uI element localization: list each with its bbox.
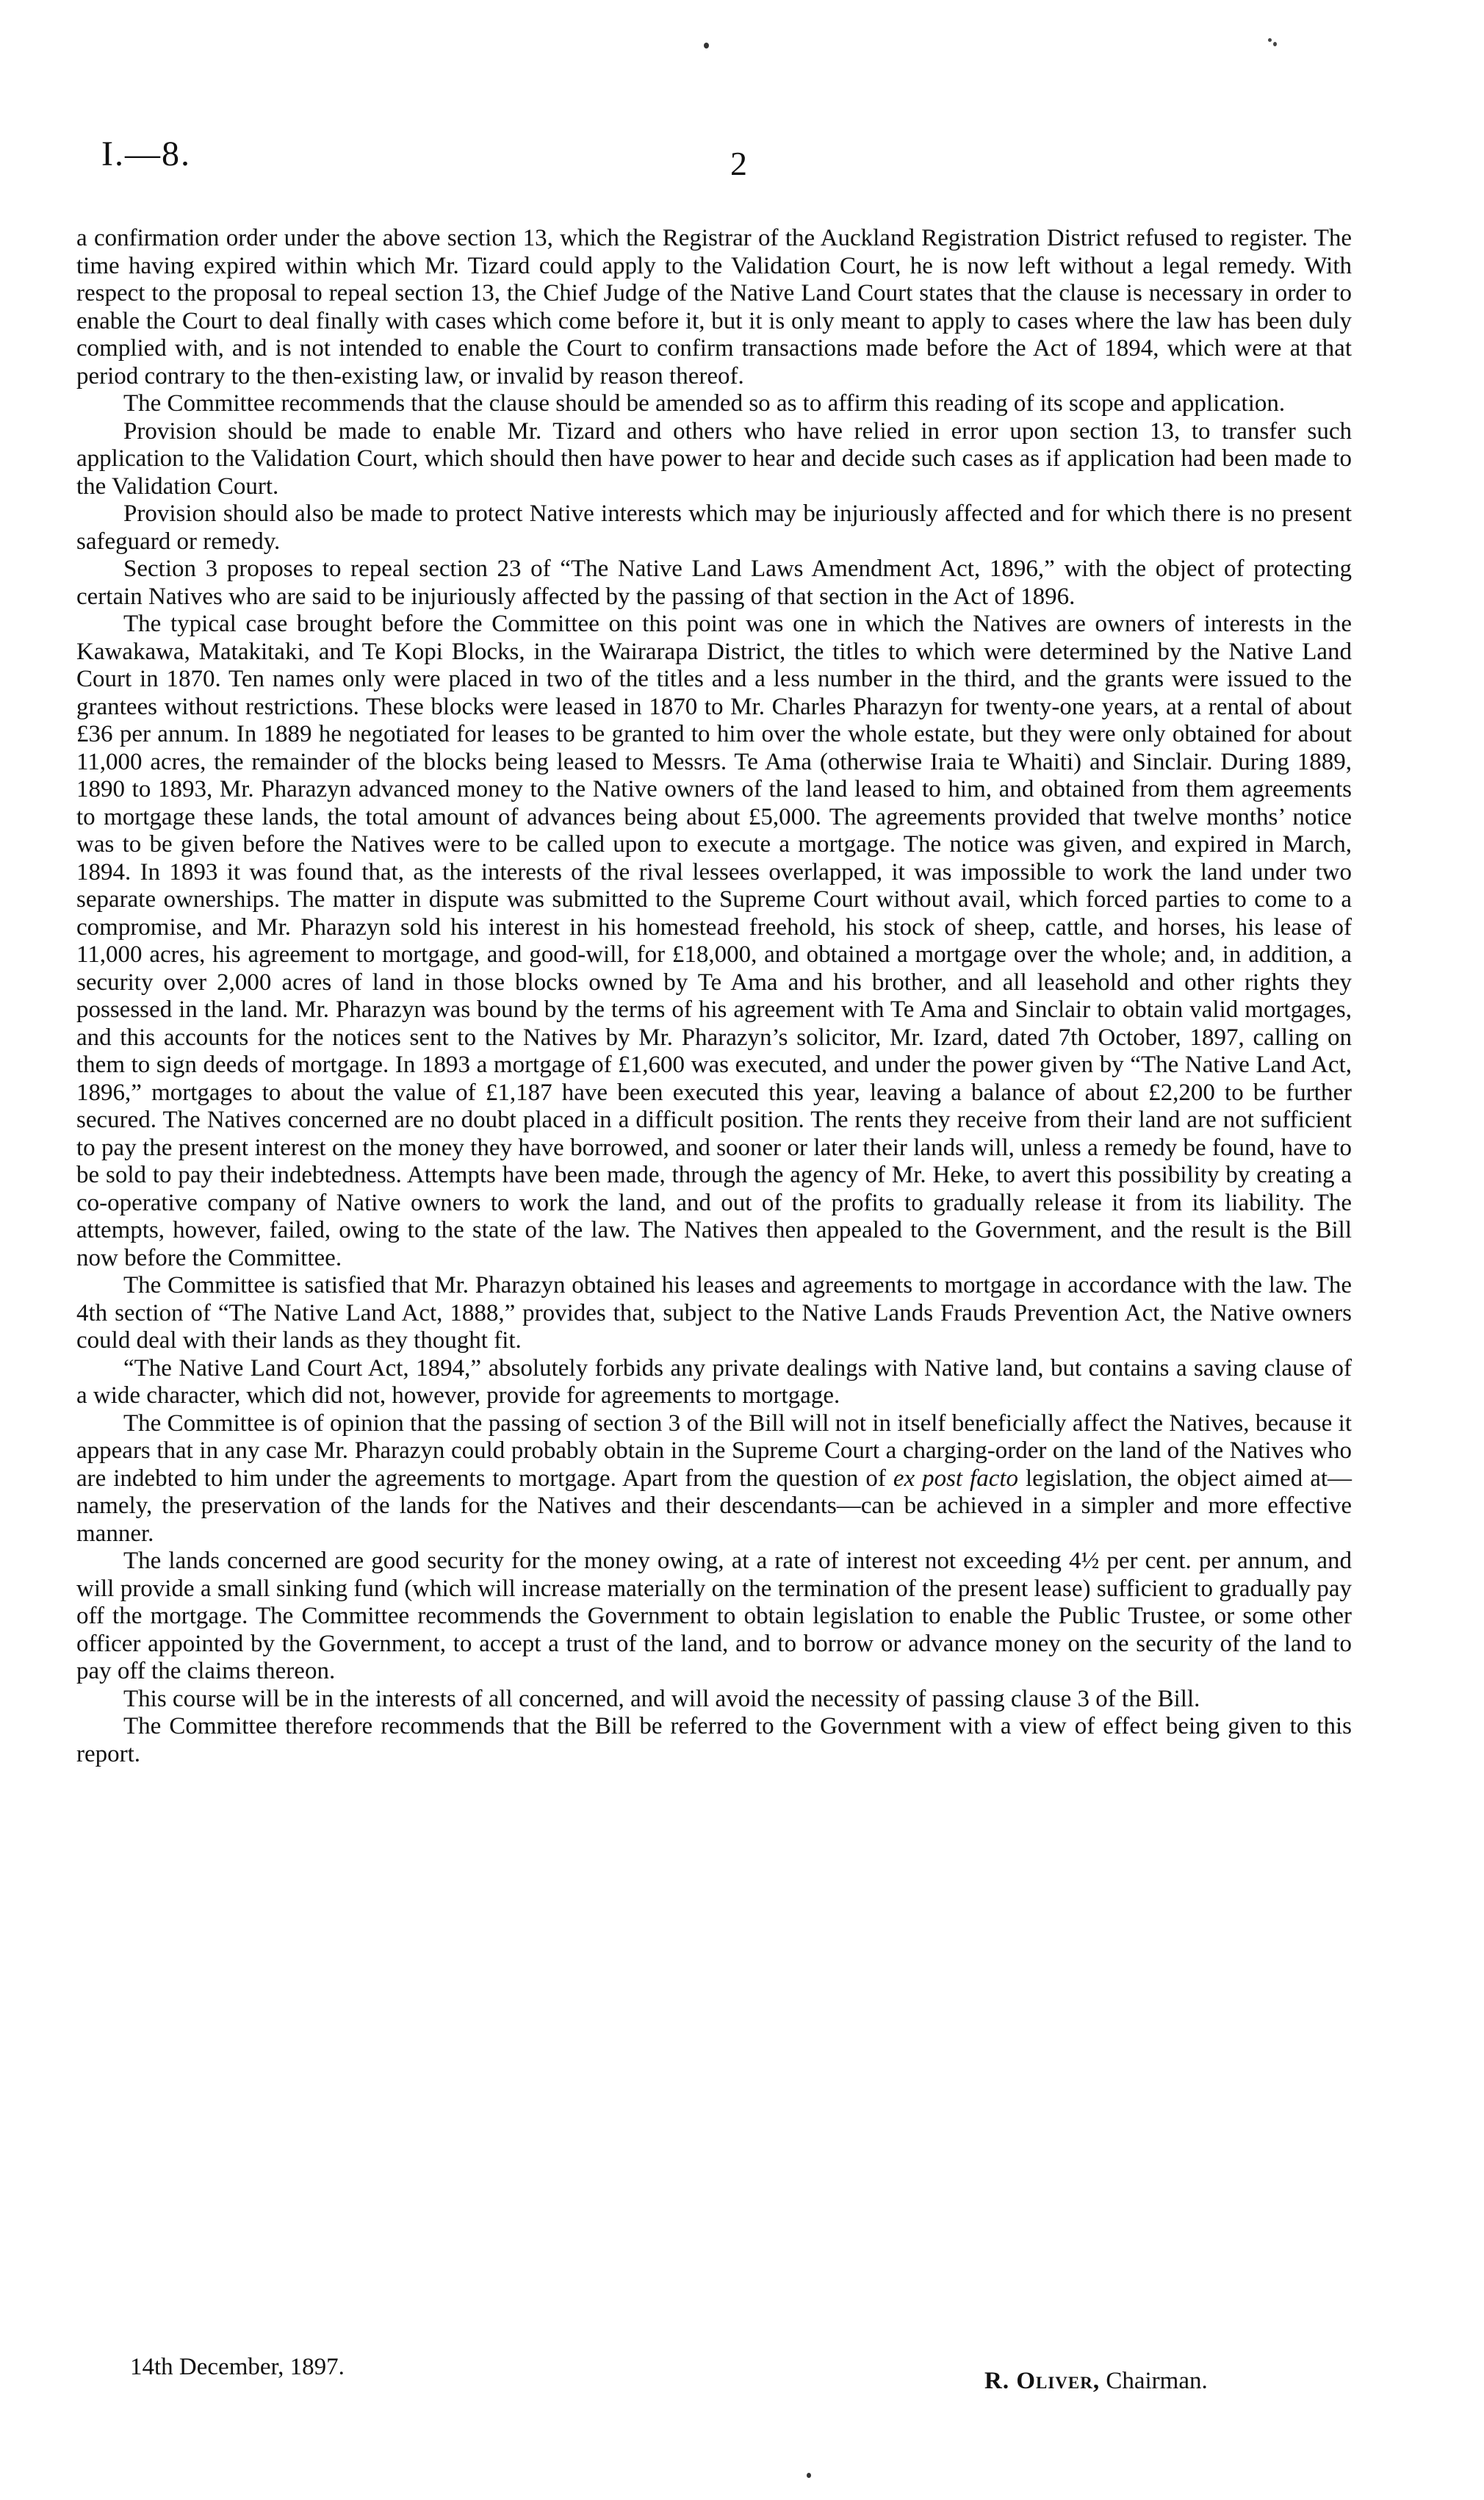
page-number: 2 — [730, 145, 747, 182]
paragraph — [76, 418, 1352, 501]
ink-speck — [1268, 35, 1278, 49]
paragraph-text: Provision should also be made to protect Native interests which may be injuriously affected and for which there is no present safeguard or remedy. — [76, 500, 1352, 555]
ink-speck — [704, 43, 709, 49]
signature-block — [984, 2368, 1208, 2395]
paragraph — [76, 1548, 1352, 1686]
paragraph — [76, 1272, 1352, 1355]
page-reference: I.—8. — [101, 134, 191, 173]
paragraph — [76, 225, 1352, 390]
paragraph — [76, 1686, 1352, 1714]
paragraph — [76, 1355, 1352, 1410]
paragraph — [76, 1410, 1352, 1548]
paragraph — [76, 500, 1352, 556]
paragraph-text: The Committee is satisfied that Mr. Pharazyn obtained his leases and agreements to mortgage in accordance with the law. The 4th section of “The Native Land Act, 1888,” provides that, subject to the Native Lands Frauds Prevention Act, the Native owners could deal with their lands as they thought fit. — [76, 1272, 1352, 1354]
paragraph — [76, 1713, 1352, 1768]
paragraph-text: “The Native Land Court Act, 1894,” absolutely forbids any private dealings with Native land, but contains a saving clause of a wide character, which did not, however, provide for agreements to mortgage. — [76, 1354, 1352, 1409]
italic-phrase: ex post facto — [893, 1465, 1019, 1492]
paragraph-text: The lands concerned are good security for the money owing, at a rate of interest not exceeding 4½ per cent. per annum, and will provide a small sinking fund (which will increase materially on the termination of the present lease) sufficient to gradually pay off the mortgage. The Committee recommends the Government to obtain legislation to enable the Public Trustee, or some other officer appointed by the Government, to accept a trust of the land, and to borrow or advance money on the security of the land to pay off the claims thereon. — [76, 1548, 1352, 1684]
paragraph-text: The Committee therefore recommends that the Bill be referred to the Government with a view of effect being given to this report. — [76, 1713, 1352, 1767]
paragraph-text: Provision should be made to enable Mr. Tizard and others who have relied in error upon section 13, to transfer such application to the Validation Court, which should then have power to hear and decide such cases as if application had been made to the Validation Court. — [76, 417, 1352, 500]
ink-speck — [807, 2473, 811, 2478]
paragraph — [76, 390, 1352, 418]
report-body — [76, 225, 1352, 1768]
paragraph-text: The Committee recommends that the clause should be amended so as to affirm this reading of its scope and application. — [123, 390, 1286, 417]
signatory-name: R. Oliver, — [984, 2368, 1101, 2394]
paragraph-text: This course will be in the interests of all concerned, and will avoid the necessity of passing clause 3 of the Bill. — [123, 1685, 1200, 1712]
report-date: 14th December, 1897. — [130, 2354, 345, 2380]
signatory-title: Chairman. — [1106, 2368, 1208, 2394]
paragraph-text: The Committee is of opinion that the passing of section 3 of the Bill will not in itself beneficially affect the Natives, because it appears that in any case Mr. Pharazyn could probably obtain in the Supreme Court a charging-order on the land of the Natives who are indebted to him under the agreements to mortgage. Apart from the question of — [76, 1409, 1352, 1492]
paragraph-text: legislation, the object aimed at—namely, the preservation of the lands for the Natives and their descendants—can be achieved in a simpler and more effective manner. — [76, 1465, 1352, 1547]
paragraph-text: a confirmation order under the above section 13, which the Registrar of the Auckland Registration District refused to register. The time having expired within which Mr. Tizard could apply to the Validation Court, he is now left without a legal remedy. With respect to the proposal to repeal section 13, the Chief Judge of the Native Land Court states that the clause is necessary in order to enable the Court to deal finally with cases which come before it, but it is only meant to apply to cases where the law has been duly complied with, and is not intended to enable the Court to confirm transactions made before the Act of 1894, which were at that period contrary to the then-existing law, or invalid by reason thereof. — [76, 225, 1352, 389]
paragraph — [76, 611, 1352, 1272]
paragraph-text: Section 3 proposes to repeal section 23 of “The Native Land Laws Amendment Act, 1896,” with the object of protecting certain Natives who are said to be injuriously affected by the passing of that section in the Act of 1896. — [76, 556, 1352, 610]
paragraph-text: The typical case brought before the Committee on this point was one in which the Natives are owners of interests in the Kawakawa, Matakitaki, and Te Kopi Blocks, in the Wairarapa District, the titles to which were determined by the Native Land Court in 1870. Ten names only were placed in two of the titles and a less number in the third, and the grants were issued to the grantees without restrictions. These blocks were leased in 1870 to Mr. Charles Pharazyn for twenty-one years, at a rental of about £36 per annum. In 1889 he negotiated for leases to be granted to him over the whole estate, but they were only obtained for about 11,000 acres, the remainder of the blocks being leased to Messrs. Te Ama (otherwise Iraia te Whaiti) and Sinclair. During 1889, 1890 to 1893, Mr. Pharazyn advanced money to the Native owners of the land leased to him, and obtained from them agreements to mortgage these lands, the total amount of advances being about £5,000. The agreements provided that twelve months’ notice was to be given before the Natives were to be called upon to execute a mortgage. The notice was given, and expired in March, 1894. In 1893 it was found that, as the interests of the rival lessees overlapped, it was impossible to work the land under two separate ownerships. The matter in dispute was submitted to the Supreme Court without avail, which forced parties to come to a compromise, and Mr. Pharazyn sold his interest in his homestead freehold, his stock of sheep, cattle, and horses, his lease of 11,000 acres, his agreement to mortgage, and good-will, for £18,000, and obtained a mortgage over the whole; and, in addition, a security over 2,000 acres of land in those blocks owned by Te Ama and his brother, and all leasehold and other rights they possessed in the land. Mr. Pharazyn was bound by the terms of his agreement with Te Ama and Sinclair to obtain valid mortgages, and this accounts for the notices sent to the Natives by Mr. Pharazyn’s solicitor, Mr. Izard, dated 7th October, 1897, calling on them to sign deeds of mortgage. In 1893 a mortgage of £1,600 was executed, and under the power given by “The Native Land Act, 1896,” mortgages to about the value of £1,187 have been executed this year, leaving a balance of about £2,200 to be further secured. The Natives concerned are no doubt placed in a difficult position. The rents they receive from their land are not sufficient to pay the present interest on the money they have borrowed, and sooner or later their lands will, unless a remedy be found, have to be sold to pay their indebtedness. Attempts have been made, through the agency of Mr. Heke, to avert this possibility by creating a co-operative company of Native owners to work the land, and out of the profits to gradually release it from its liability. The attempts, however, failed, owing to the state of the law. The Natives then appealed to the Government, and the result is the Bill now before the Committee. — [76, 611, 1352, 1271]
paragraph — [76, 556, 1352, 611]
